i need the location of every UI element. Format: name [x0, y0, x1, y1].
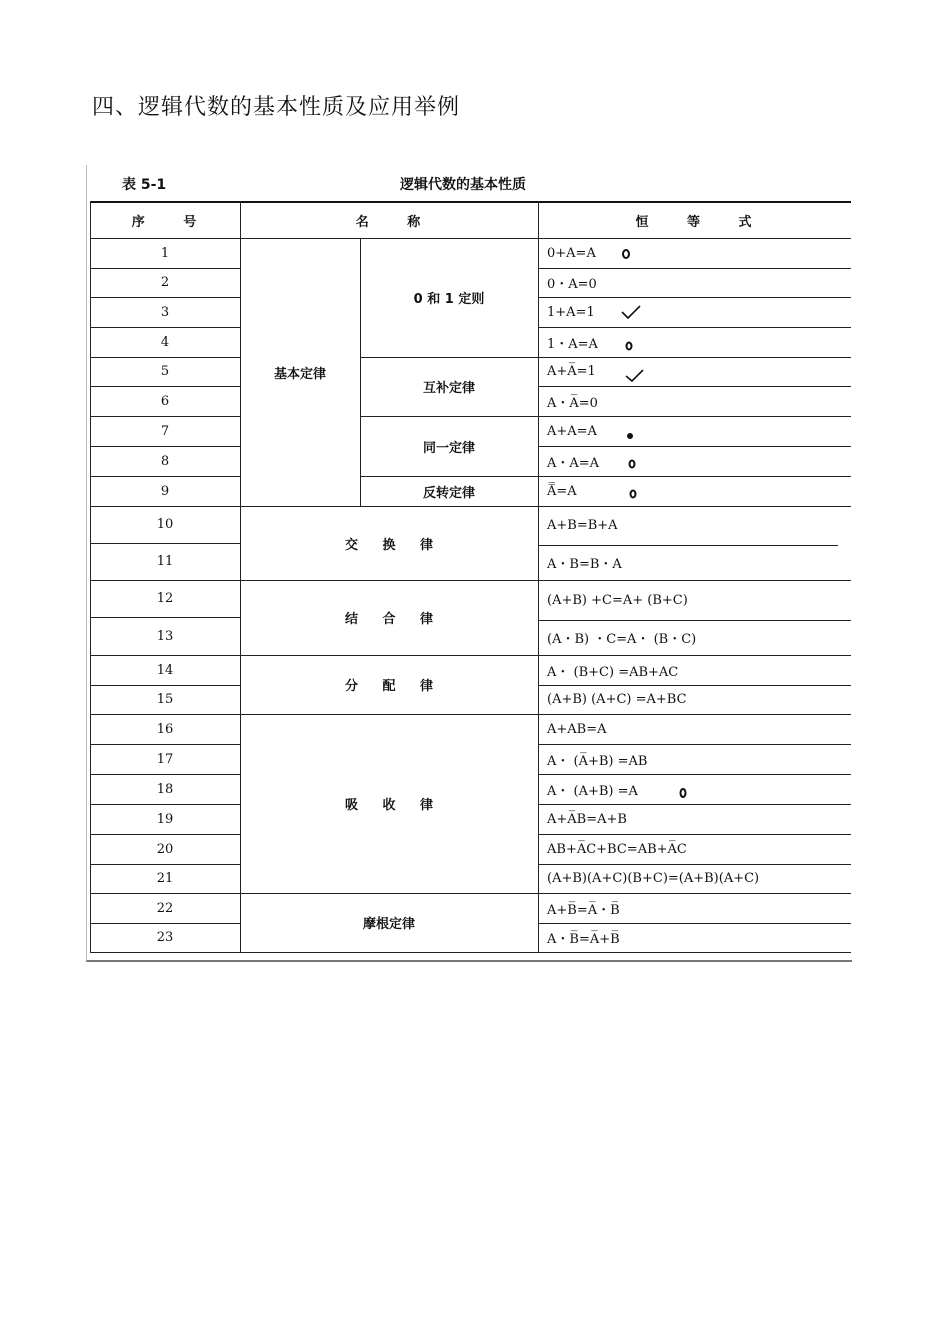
- row-formula: A・A=A: [547, 455, 600, 471]
- row-formula: 0・A=0: [547, 277, 597, 292]
- row-formula: A̿=A: [547, 483, 577, 499]
- row-formula: AB+A̅C+BC=AB+A̅C: [547, 841, 687, 857]
- row-formula: A+AB=A: [547, 721, 607, 737]
- row-formula: 1・A=A: [547, 336, 598, 352]
- row-index: 18: [156, 781, 174, 797]
- row-index: 13: [156, 628, 174, 644]
- row-index: 1: [160, 245, 170, 261]
- row-index: 11: [156, 554, 174, 569]
- row-formula: A+A̅=1: [547, 364, 596, 379]
- row-index: 5: [160, 364, 170, 379]
- row-formula: (A+B) +C=A+ (B+C): [547, 592, 688, 608]
- row-index: 6: [160, 393, 170, 409]
- row-index: 23: [156, 930, 174, 945]
- table-caption-number: 表 5-1: [122, 177, 167, 193]
- row-index: 20: [156, 841, 174, 857]
- row-index: 4: [160, 334, 170, 350]
- row-index: 7: [160, 423, 170, 439]
- group-associative: 结 合 律: [344, 612, 434, 627]
- row-formula: A・ (A̅+B) =AB: [547, 753, 648, 769]
- row-formula: (A+B) (A+C) =A+BC: [547, 692, 687, 707]
- row-formula: A+B=B+A: [547, 517, 618, 533]
- row-formula: 0+A=A: [547, 245, 596, 261]
- group-complement: 互补定律: [422, 381, 475, 396]
- row-formula: A+A=A: [547, 423, 597, 439]
- row-index: 16: [156, 721, 174, 737]
- row-formula: A・ (A+B) =A: [547, 783, 638, 799]
- row-formula: A+A̅B=A+B: [547, 811, 627, 827]
- header-identity: 恒 等 式: [635, 214, 754, 230]
- header-index: 序 号: [131, 214, 199, 230]
- row-formula: A+B̅=A̅・B̅: [547, 902, 620, 918]
- row-index: 12: [156, 591, 174, 606]
- group-distributive: 分 配 律: [344, 679, 434, 694]
- row-formula: A・ (B+C) =AB+AC: [547, 664, 679, 680]
- row-index: 21: [156, 871, 174, 886]
- group-involution: 反转定律: [422, 485, 475, 501]
- row-index: 9: [160, 483, 170, 499]
- row-formula: A・B̅=A̅+B̅: [547, 932, 620, 947]
- group-absorption: 吸 收 律: [344, 798, 434, 813]
- row-formula: 1+A=1: [547, 304, 595, 320]
- row-formula: A・B=B・A: [547, 557, 622, 572]
- row-formula: A・A̅=0: [547, 395, 598, 411]
- row-index: 22: [156, 900, 174, 916]
- row-index: 10: [156, 517, 174, 532]
- group-idempotent: 同一定律: [422, 440, 475, 456]
- group-commutative: 交 换 律: [344, 537, 434, 553]
- row-index: 17: [156, 751, 174, 767]
- row-index: 3: [160, 304, 170, 320]
- group-zero-one: 0 和 1 定则: [413, 292, 485, 307]
- row-index: 19: [156, 811, 174, 827]
- section-heading: 四、逻辑代数的基本性质及应用举例: [92, 95, 461, 120]
- row-index: 15: [156, 692, 174, 707]
- table-caption-title: 逻辑代数的基本性质: [400, 177, 526, 193]
- group-demorgan: 摩根定律: [362, 917, 415, 932]
- row-index: 2: [160, 275, 170, 290]
- row-formula: (A・B) ・C=A・ (B・C): [547, 632, 697, 647]
- row-formula: (A+B)(A+C)(B+C)=(A+B)(A+C): [547, 871, 760, 886]
- row-index: 8: [160, 453, 170, 469]
- header-name: 名 称: [355, 214, 423, 230]
- group-basic-laws: 基本定律: [273, 366, 326, 382]
- row-index: 14: [156, 662, 174, 678]
